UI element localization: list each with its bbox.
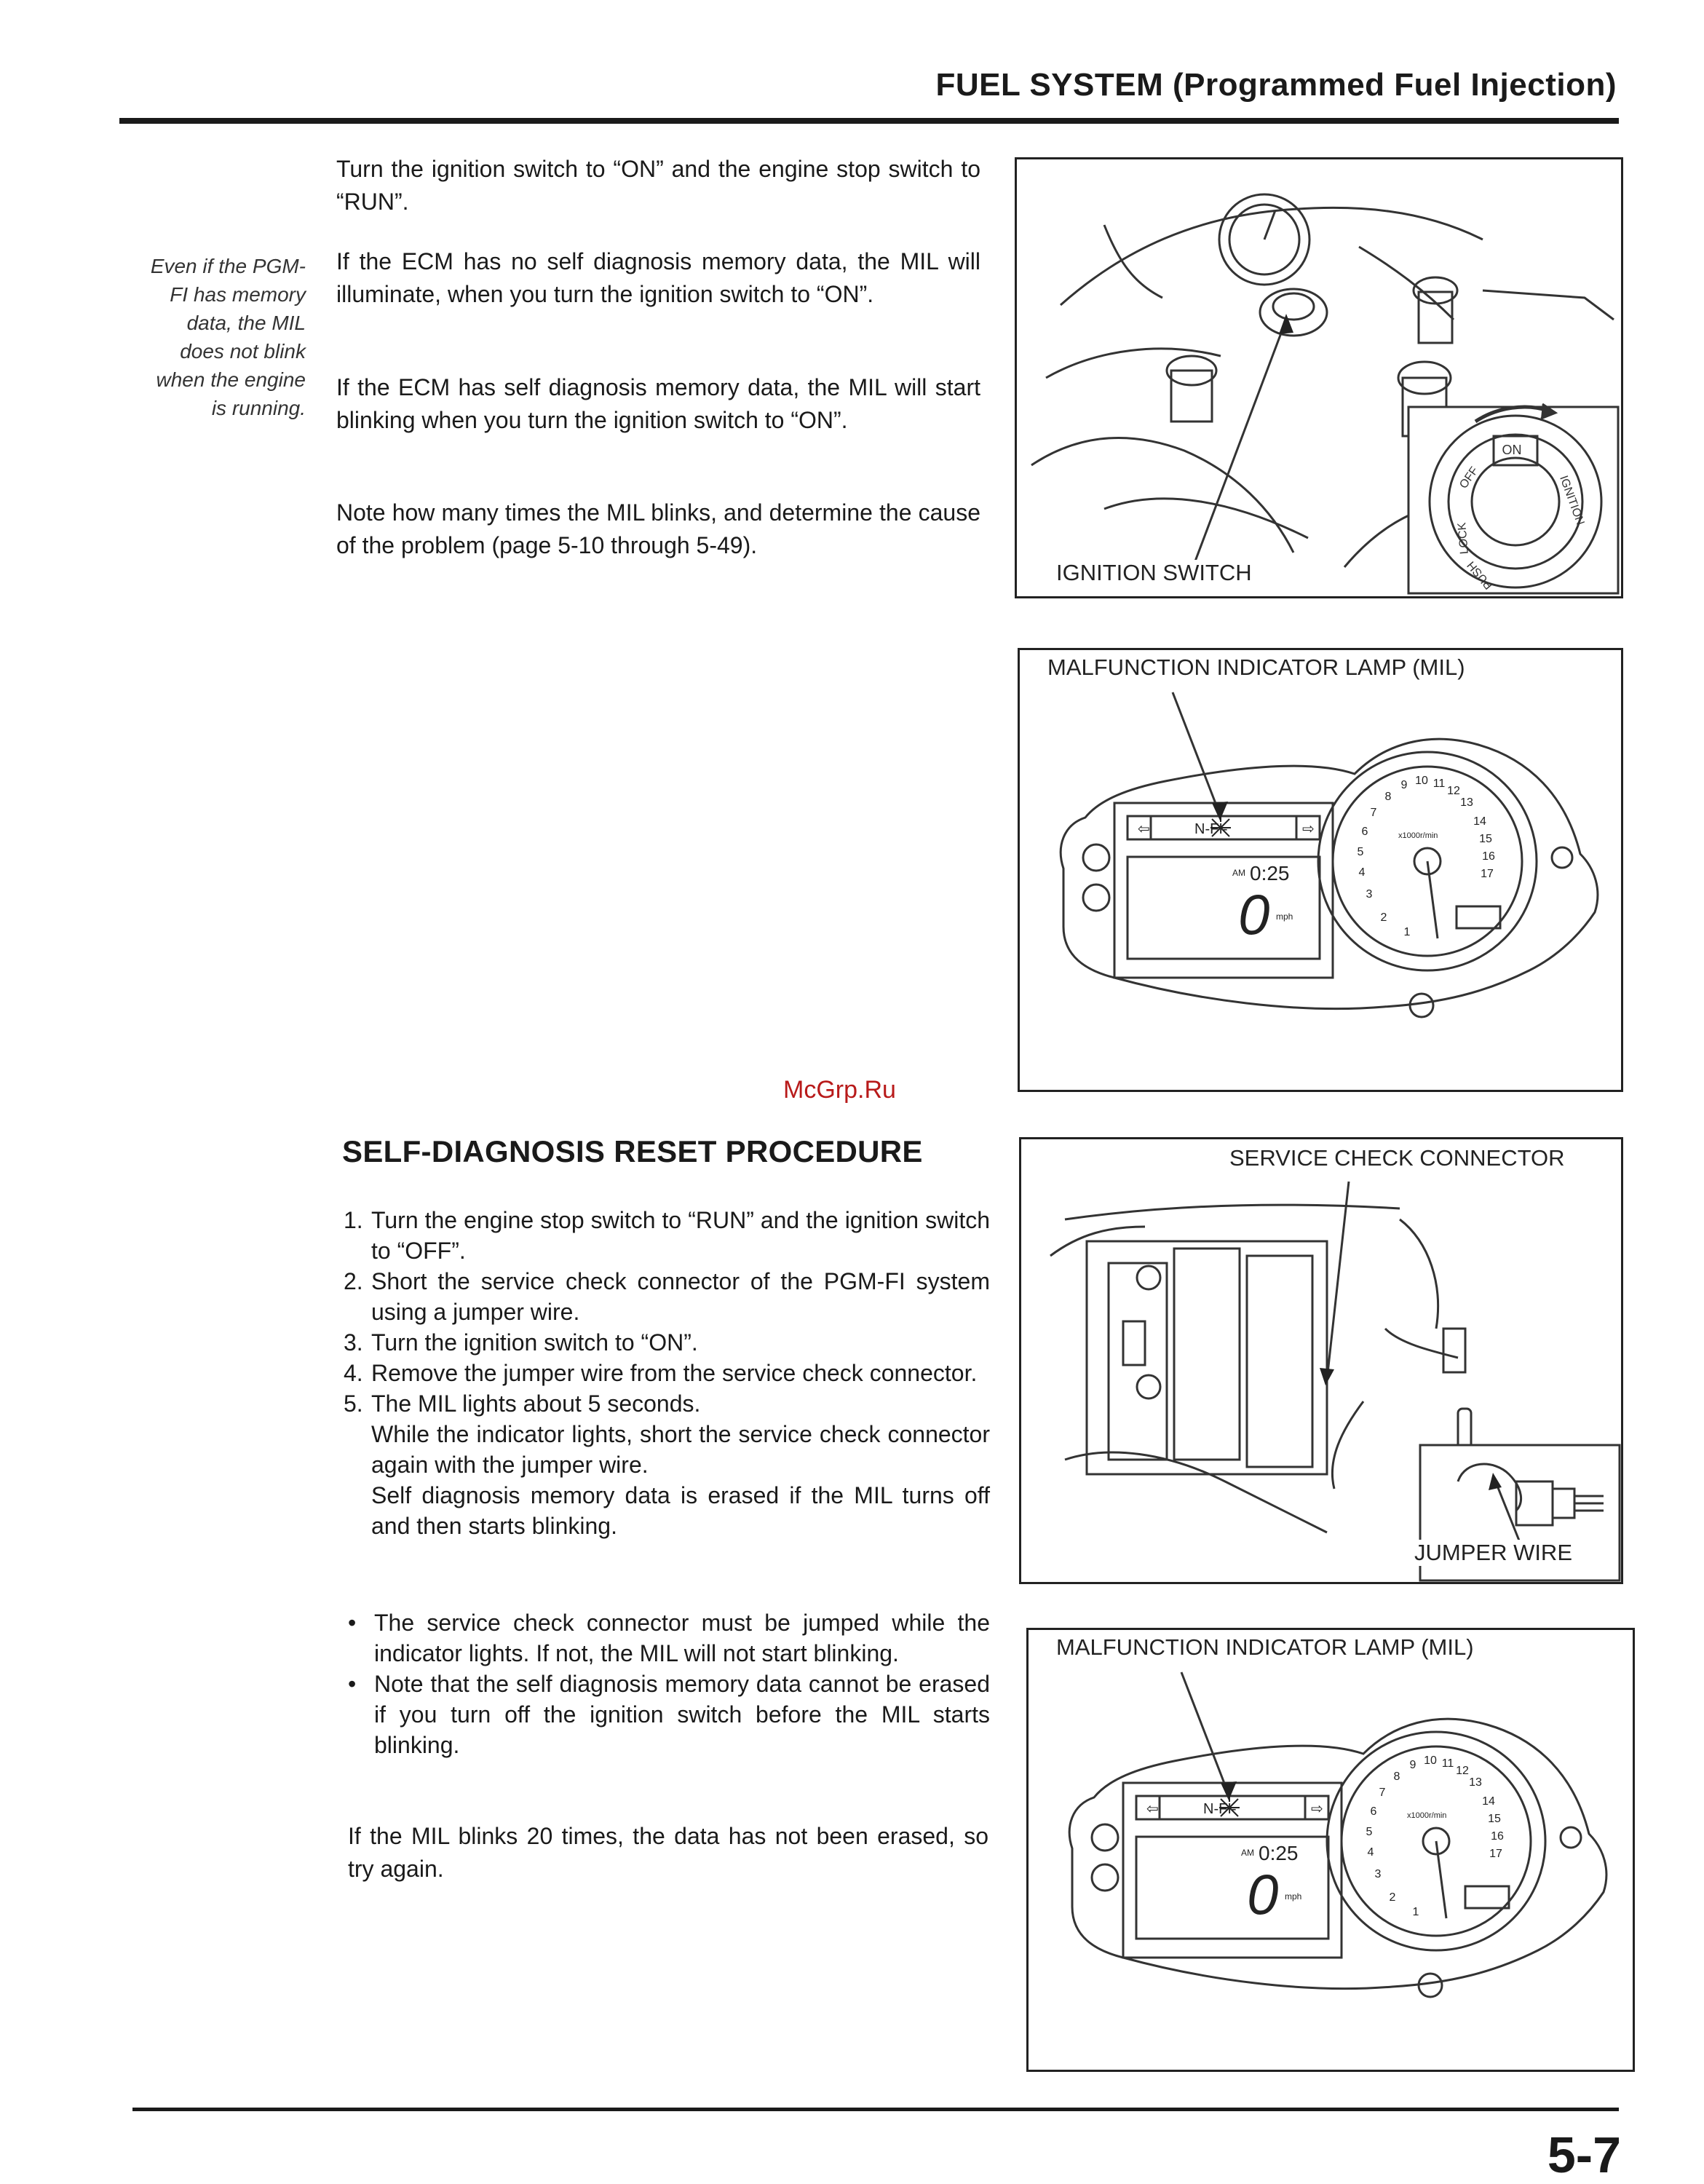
ignition-switch-label: IGNITION SWITCH: [1053, 560, 1255, 586]
ignition-switch-illustration: [1017, 159, 1621, 596]
note-bullet: [346, 1669, 990, 1760]
mil-label-bottom: MALFUNCTION INDICATOR LAMP (MIL): [1053, 1634, 1477, 1661]
tacho-tick: 4: [1358, 866, 1366, 879]
right-turn-icon: ⇨: [1302, 821, 1315, 837]
key-mark-off: OFF: [1457, 464, 1481, 491]
tacho-tick: 12: [1447, 785, 1460, 797]
speed-unit: mph: [1285, 1891, 1302, 1902]
side-note-line: Even if the PGM-: [150, 255, 306, 277]
speed-unit: mph: [1276, 911, 1293, 922]
intro-text: Turn the ignition switch to “ON” and the engine stop switch to “RUN”.: [336, 156, 980, 215]
tacho-tick: 7: [1379, 1787, 1386, 1799]
watermark: McGrp.Ru: [783, 1076, 896, 1104]
left-turn-icon: ⇦: [1146, 1801, 1159, 1817]
tacho-tick: 13: [1460, 796, 1473, 809]
key-mark-push: PUSH: [1465, 558, 1496, 592]
tacho-tick: 10: [1424, 1754, 1437, 1767]
tacho-tick: 1: [1412, 1906, 1419, 1918]
side-note-line: when the engine: [156, 368, 306, 391]
step-detail-text: While the indicator lights, short the service check connector again with the jumper wire.: [371, 1421, 990, 1478]
clock-readout: 0:25: [1250, 862, 1290, 885]
tacho-unit: x1000r/min: [1407, 1811, 1447, 1820]
tacho-tick: 3: [1366, 888, 1373, 901]
tacho-tick: 8: [1384, 791, 1392, 803]
key-mark-lock: LOCK: [1456, 521, 1471, 555]
ignition-switch-figure: [1015, 157, 1623, 598]
bullet-dot-icon: •: [348, 1671, 357, 1697]
step-text: Short the service check connector of the PGM-FI system using a jumper wire.: [371, 1268, 990, 1325]
footer-rule: [132, 2108, 1619, 2111]
speed-readout: 0: [1238, 882, 1270, 946]
clock-prefix: AM: [1232, 868, 1245, 878]
tacho-tick: 7: [1370, 807, 1377, 819]
key-mark-ignition: IGNITION: [1557, 474, 1587, 527]
tacho-tick: 17: [1489, 1848, 1502, 1860]
intro-text: Note how many times the MIL blinks, and determine the cause of the problem (page 5-10 through 5-49).: [336, 499, 980, 558]
service-check-illustration: [1021, 1139, 1621, 1582]
tacho-tick: 9: [1409, 1759, 1416, 1771]
reset-notes-list: [346, 1607, 990, 1760]
tacho-tick: 11: [1432, 778, 1446, 790]
step-text: Remove the jumper wire from the service check connector.: [371, 1360, 978, 1386]
intro-text: If the ECM has no self diagnosis memory data, the MIL will illuminate, when you turn the ignition switch to “ON”.: [336, 248, 980, 307]
side-note-line: does not blink: [180, 340, 306, 363]
tacho-tick: 9: [1400, 779, 1408, 791]
tacho-tick: 3: [1374, 1868, 1382, 1880]
mil-meter-illustration-top: [1020, 650, 1621, 1090]
mil-label-top: MALFUNCTION INDICATOR LAMP (MIL): [1045, 654, 1468, 681]
tacho-tick: 10: [1415, 775, 1428, 787]
tacho-tick: 1: [1403, 926, 1411, 938]
left-turn-icon: ⇦: [1138, 821, 1150, 837]
reset-steps-list: [344, 1205, 990, 1541]
step-number: 1.: [344, 1207, 363, 1233]
side-note-line: FI has memory: [170, 283, 306, 306]
step-number: 3.: [344, 1329, 363, 1356]
mil-meter-illustration-bottom: [1029, 1630, 1633, 2070]
tacho-tick: 15: [1488, 1813, 1501, 1825]
tacho-tick: 4: [1367, 1846, 1374, 1859]
intro-paragraph-1: [336, 153, 980, 218]
tacho-tick: 11: [1441, 1757, 1454, 1770]
reset-step: [344, 1205, 990, 1266]
service-check-connector-label: SERVICE CHECK CONNECTOR: [1227, 1145, 1568, 1171]
step-detail-text: Self diagnosis memory data is erased if the MIL turns off and then starts blinking.: [371, 1482, 990, 1539]
indicator-text: N-FI-: [1194, 821, 1228, 837]
reset-step: [344, 1327, 990, 1358]
tacho-tick: 2: [1380, 911, 1387, 924]
step-number: 2.: [344, 1268, 363, 1294]
tacho-tick: 16: [1491, 1830, 1504, 1843]
tacho-tick: 14: [1482, 1795, 1495, 1808]
tacho-tick: 5: [1366, 1826, 1373, 1838]
key-mark-on: ON: [1502, 443, 1522, 457]
step-text: The MIL lights about 5 seconds.: [371, 1390, 701, 1417]
tacho-tick: 6: [1370, 1805, 1377, 1818]
tacho-tick: 16: [1482, 850, 1495, 863]
service-check-figure: [1019, 1137, 1623, 1584]
tacho-tick: 6: [1361, 826, 1368, 838]
tacho-tick: 8: [1393, 1770, 1400, 1783]
final-note-text: If the MIL blinks 20 times, the data has not been erased, so try again.: [348, 1823, 988, 1882]
right-turn-icon: ⇨: [1311, 1801, 1323, 1817]
note-bullet: [346, 1607, 990, 1669]
step-text: Turn the engine stop switch to “RUN” and the ignition switch to “OFF”.: [371, 1207, 990, 1264]
header-rule: [119, 118, 1619, 124]
reset-step: [344, 1358, 990, 1388]
clock-readout: 0:25: [1259, 1842, 1299, 1864]
side-note-line: is running.: [211, 397, 306, 419]
reset-step: [344, 1266, 990, 1327]
reset-step-detail: [344, 1419, 990, 1480]
intro-paragraph-4: [336, 496, 980, 562]
bullet-dot-icon: •: [348, 1610, 357, 1636]
clock-prefix: AM: [1241, 1848, 1254, 1858]
tacho-tick: 13: [1469, 1776, 1482, 1789]
side-note-line: data, the MIL: [186, 312, 306, 334]
step-number: 5.: [344, 1390, 363, 1417]
tacho-tick: 2: [1389, 1891, 1396, 1904]
side-note: [109, 252, 306, 422]
note-text: The service check connector must be jumped while the indicator lights. If not, the MIL will not start blinking.: [374, 1610, 990, 1666]
section-heading: SELF-DIAGNOSIS RESET PROCEDURE: [342, 1134, 923, 1168]
page-number: 5-7: [1547, 2126, 1621, 2183]
tacho-unit: x1000r/min: [1398, 831, 1438, 840]
speed-readout: 0: [1247, 1862, 1279, 1926]
mil-figure-bottom: [1026, 1628, 1635, 2072]
tacho-tick: 5: [1357, 846, 1364, 858]
intro-paragraph-2: [336, 245, 980, 311]
section-header-title: FUEL SYSTEM (Programmed Fuel Injection): [935, 67, 1617, 103]
tacho-tick: 12: [1456, 1765, 1469, 1777]
tacho-tick: 15: [1479, 833, 1492, 845]
jumper-wire-label: JUMPER WIRE: [1411, 1540, 1575, 1566]
intro-text: If the ECM has self diagnosis memory data, the MIL will start blinking when you turn the ignition switch to “ON”.: [336, 374, 980, 433]
intro-paragraph-3: [336, 371, 980, 437]
mil-figure-top: [1018, 648, 1623, 1092]
tacho-tick: 14: [1473, 815, 1486, 828]
reset-step: [344, 1388, 990, 1419]
note-text: Note that the self diagnosis memory data cannot be erased if you turn off the ignition switch before the MIL starts blinking.: [374, 1671, 990, 1758]
indicator-text: N-FI-: [1203, 1801, 1237, 1817]
step-text: Turn the ignition switch to “ON”.: [371, 1329, 698, 1356]
tacho-tick: 17: [1481, 868, 1494, 880]
reset-step-detail: [344, 1480, 990, 1541]
step-number: 4.: [344, 1360, 363, 1386]
final-note: [348, 1820, 988, 1886]
